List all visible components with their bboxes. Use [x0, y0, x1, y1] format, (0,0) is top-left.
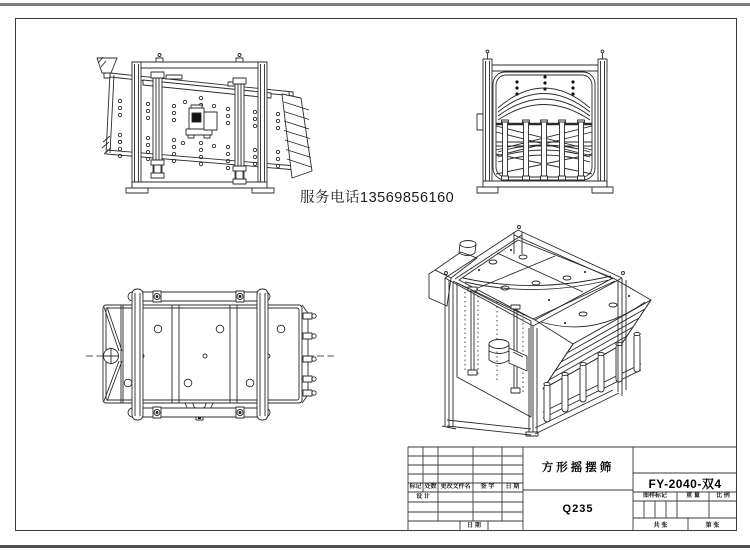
top-view-drawing — [86, 283, 336, 433]
bottom-border-bar — [0, 545, 750, 548]
side-view-drawing — [458, 42, 623, 200]
title-block-material: Q235 — [562, 503, 594, 515]
title-block-weight-label: 重 量 — [686, 493, 700, 499]
title-block-part-name: 方形摇摆筛 — [541, 462, 615, 474]
title-block-sheet-no-label: 第 张 — [705, 523, 720, 529]
isometric-view-drawing — [415, 220, 670, 442]
top-border-bar — [0, 3, 750, 6]
title-block-rev-count-label: 处数 — [424, 484, 437, 490]
title-block-model: FY-2040-双4 — [648, 477, 722, 491]
front-view-drawing — [88, 42, 316, 204]
title-block-sheets-total-label: 共 张 — [653, 523, 668, 529]
title-block-rev-mark-label: 标记 — [409, 484, 422, 490]
title-block-design-label: 设 计 — [416, 494, 430, 500]
title-block-rev-sign-label: 签 字 — [480, 484, 495, 490]
title-block-scale-label: 比 例 — [716, 493, 730, 499]
title-block-drawing-mark-label: 图样标记 — [642, 493, 667, 499]
title-block-rev-file-label: 更改文件名 — [440, 484, 471, 490]
title-block-rev-date-label: 日 期 — [505, 484, 520, 490]
title-block-date-label: 日 期 — [467, 523, 481, 529]
service-phone-label: 服务电话13569856160 — [300, 190, 455, 206]
